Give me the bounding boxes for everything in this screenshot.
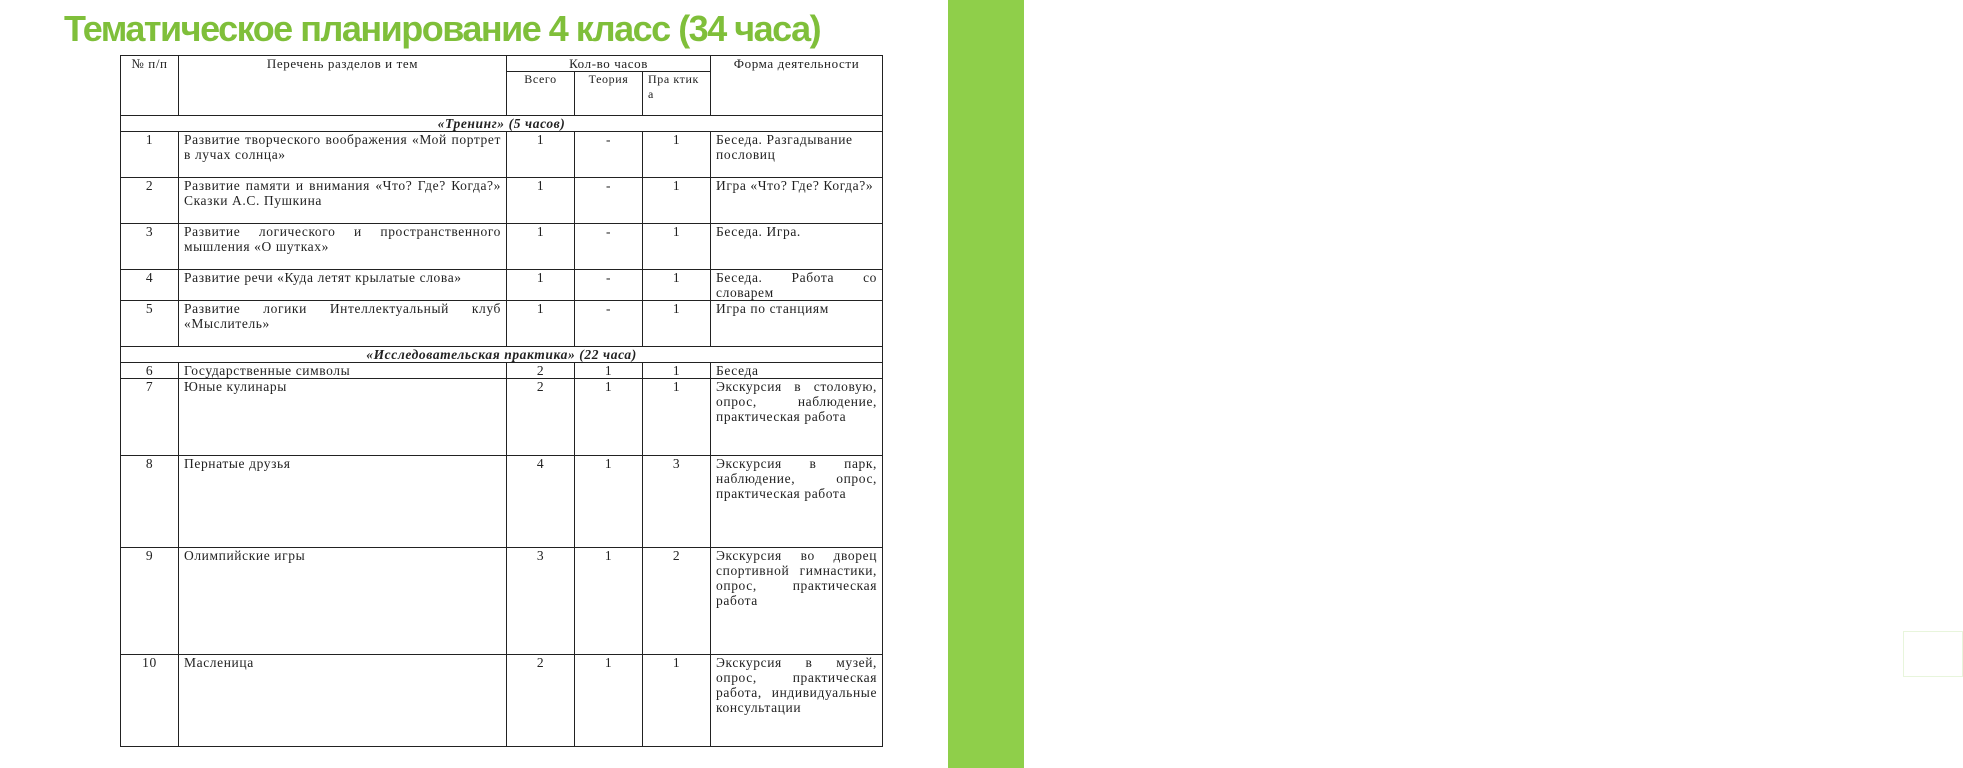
row-total: 4 bbox=[507, 456, 575, 548]
row-theory: - bbox=[575, 178, 643, 224]
row-topic: Развитие творческого воображения «Мой портрет в лучах солнца» bbox=[179, 132, 507, 178]
row-theory: - bbox=[575, 301, 643, 347]
table-row bbox=[121, 363, 883, 379]
row-num: 9 bbox=[121, 548, 179, 655]
row-total: 1 bbox=[507, 270, 575, 301]
row-practice: 1 bbox=[643, 655, 711, 747]
row-practice: 1 bbox=[643, 270, 711, 301]
row-theory: 1 bbox=[575, 456, 643, 548]
green-sidebar bbox=[948, 0, 1930, 768]
row-theory: 1 bbox=[575, 548, 643, 655]
table-row bbox=[121, 655, 883, 747]
row-practice: 3 bbox=[643, 456, 711, 548]
row-theory: - bbox=[575, 132, 643, 178]
row-topic: Развитие логического и пространственного мышления «О шутках» bbox=[179, 224, 507, 270]
row-theory: 1 bbox=[575, 363, 643, 379]
row-theory: 1 bbox=[575, 379, 643, 456]
row-total: 2 bbox=[507, 363, 575, 379]
row-total: 1 bbox=[507, 178, 575, 224]
row-practice: 1 bbox=[643, 379, 711, 456]
row-form: Экскурсия в парк, наблюдение, опрос, практическая работа bbox=[711, 456, 883, 548]
row-topic: Юные кулинары bbox=[179, 379, 507, 456]
header-total: Всего bbox=[507, 72, 575, 116]
row-practice: 1 bbox=[643, 132, 711, 178]
header-practice: Пра ктик а bbox=[643, 72, 711, 116]
row-num: 2 bbox=[121, 178, 179, 224]
section-title: «Исследовательская практика» (22 часа) bbox=[121, 347, 883, 363]
row-topic: Масленица bbox=[179, 655, 507, 747]
header-form: Форма деятельности bbox=[711, 56, 883, 116]
row-total: 2 bbox=[507, 655, 575, 747]
row-num: 3 bbox=[121, 224, 179, 270]
row-total: 1 bbox=[507, 224, 575, 270]
row-num: 10 bbox=[121, 655, 179, 747]
row-topic: Развитие памяти и внимания «Что? Где? Когда?» Сказки А.С. Пушкина bbox=[179, 178, 507, 224]
page-number: 14 bbox=[1903, 631, 1963, 677]
row-total: 1 bbox=[507, 132, 575, 178]
row-topic: Развитие речи «Куда летят крылатые слова» bbox=[179, 270, 507, 301]
table-row bbox=[121, 301, 883, 347]
planning-table bbox=[120, 55, 883, 747]
table-row bbox=[121, 548, 883, 655]
row-num: 7 bbox=[121, 379, 179, 456]
row-practice: 2 bbox=[643, 548, 711, 655]
row-form: Экскурсия в музей, опрос, практическая работа, индивидуальные консультации bbox=[711, 655, 883, 747]
row-form: Беседа. Разгадывание пословиц bbox=[711, 132, 883, 178]
row-practice: 1 bbox=[643, 178, 711, 224]
row-total: 1 bbox=[507, 301, 575, 347]
row-theory: - bbox=[575, 270, 643, 301]
section-header-training bbox=[121, 116, 883, 132]
row-form: Игра по станциям bbox=[711, 301, 883, 347]
header-topics: Перечень разделов и тем bbox=[179, 56, 507, 116]
row-num: 6 bbox=[121, 363, 179, 379]
row-num: 5 bbox=[121, 301, 179, 347]
section-header-research bbox=[121, 347, 883, 363]
row-total: 3 bbox=[507, 548, 575, 655]
row-form: Беседа. Игра. bbox=[711, 224, 883, 270]
row-practice: 1 bbox=[643, 301, 711, 347]
table-row bbox=[121, 379, 883, 456]
header-hours: Кол-во часов bbox=[507, 56, 711, 72]
row-form: Экскурсия во дворец спортивной гимнастики, опрос, практическая работа bbox=[711, 548, 883, 655]
row-num: 4 bbox=[121, 270, 179, 301]
table-row bbox=[121, 178, 883, 224]
table-row bbox=[121, 132, 883, 178]
row-topic: Пернатые друзья bbox=[179, 456, 507, 548]
table-row bbox=[121, 270, 883, 301]
row-num: 1 bbox=[121, 132, 179, 178]
row-form: Экскурсия в столовую, опрос, наблюдение, практическая работа bbox=[711, 379, 883, 456]
table-row bbox=[121, 224, 883, 270]
header-num: № п/п bbox=[121, 56, 179, 116]
section-title: «Тренинг» (5 часов) bbox=[121, 116, 883, 132]
row-practice: 1 bbox=[643, 224, 711, 270]
planning-table-wrapper bbox=[120, 55, 882, 747]
row-form: Игра «Что? Где? Когда?» bbox=[711, 178, 883, 224]
row-topic: Государственные символы bbox=[179, 363, 507, 379]
row-form: Беседа. Работа со словарем bbox=[711, 270, 883, 301]
header-theory: Теория bbox=[575, 72, 643, 116]
slide-title: Тематическое планирование 4 класс (34 часа) bbox=[64, 8, 821, 49]
row-theory: - bbox=[575, 224, 643, 270]
row-total: 2 bbox=[507, 379, 575, 456]
table-row bbox=[121, 456, 883, 548]
row-practice: 1 bbox=[643, 363, 711, 379]
row-topic: Олимпийские игры bbox=[179, 548, 507, 655]
row-theory: 1 bbox=[575, 655, 643, 747]
row-form: Беседа bbox=[711, 363, 883, 379]
row-num: 8 bbox=[121, 456, 179, 548]
row-topic: Развитие логики Интеллектуальный клуб «Мыслитель» bbox=[179, 301, 507, 347]
